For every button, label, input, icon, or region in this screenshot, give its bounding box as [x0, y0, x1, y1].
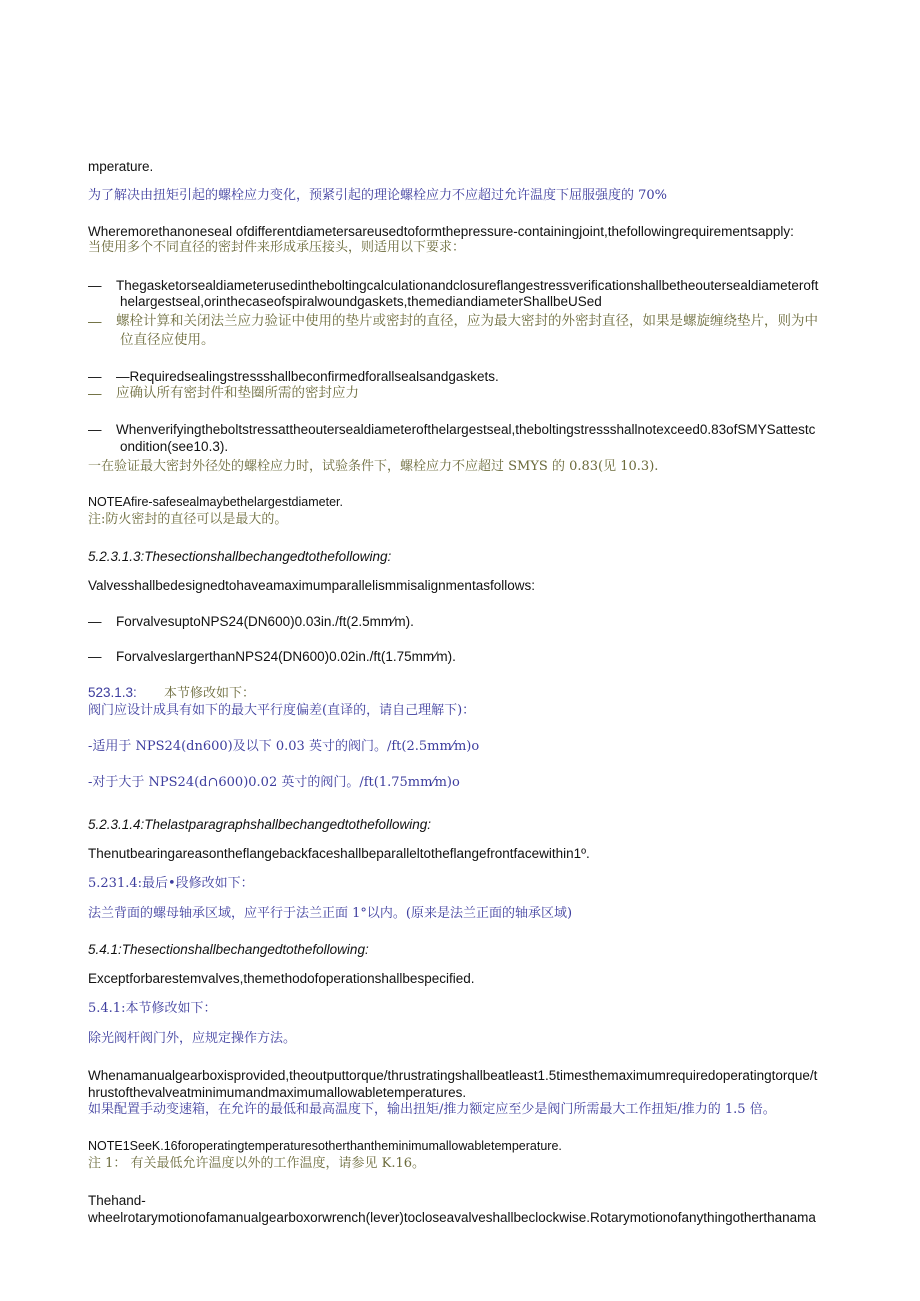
- text-line: Exceptforbarestemvalves,themethodofoperationshallbespecified.: [88, 971, 475, 986]
- text-line: 除光阀杆阀门外，应规定操作方法。: [88, 1031, 297, 1046]
- text-line: Whenamanualgearboxisprovided,theoutputtorque/thrustratingshallbeatleast1.5timesthemaximumrequiredoperatingtorque/t: [88, 1068, 818, 1083]
- bullet-dash: —: [88, 314, 102, 329]
- text-line: Thenutbearingareasontheflangebackfaceshallbeparalleltotheflangefrontfacewithin1º.: [88, 846, 590, 861]
- text-line: 一在验证最大密封外径处的螺栓应力时，试验条件下，螺栓应力不应超过 SMYS 的 0.83(见 10.3).: [88, 459, 659, 474]
- bullet-dash: —: [88, 422, 102, 437]
- text-line: 应确认所有密封件和垫圈所需的密封应力: [116, 385, 359, 401]
- text-line: 如果配置手动变速箱，在允许的最低和最高温度下，输出扭矩/推力额定应至少是阀门所需最大工作扭矩/推力的 1.5 倍。: [88, 1102, 776, 1117]
- text-line: -适用于 NPS24(dn600)及以下 0.03 英寸的阀门。/ft(2.5mm⁄m)o: [88, 739, 480, 754]
- note-line: NOTE1SeeK.16foroperatingtemperaturesotherthantheminimumallowabletemperature.: [88, 1139, 562, 1153]
- text-line: Valvesshallbedesignedtohaveamaximumparallelismmisalignmentasfollows:: [88, 578, 535, 593]
- text-line: hrustofthevalveatminimumandmaximumallowabletemperatures.: [88, 1085, 467, 1100]
- note-line: 注:防火密封的直径可以是最大的。: [88, 512, 288, 527]
- note-line: NOTEAfire-safesealmaybethelargestdiameter.: [88, 495, 343, 509]
- section-number: 523.1.3:: [88, 685, 137, 700]
- bullet-dash: —: [88, 614, 102, 629]
- text-line: 螺栓计算和关闭法兰应力验证中使用的垫片或密封的直径，应为最大密封的外密封直径，如果是螺旋缠绕垫片，则为中: [116, 313, 818, 329]
- bullet-dash: —: [88, 649, 102, 664]
- text-line: helargestseal,orinthecaseofspiralwoundgaskets,themediandiameterShallbeUSed: [120, 294, 602, 309]
- section-heading: 5.2.3.1.3:Thesectionshallbechangedtothefollowing:: [88, 549, 392, 564]
- text-line: mperature.: [88, 159, 154, 174]
- section-heading-cn: 5.4.1:本节修改如下：: [88, 1001, 217, 1016]
- section-heading: 5.4.1:Thesectionshallbechangedtothefollowing:: [88, 942, 369, 957]
- text-line: ondition(see10.3).: [120, 439, 229, 454]
- text-line: —Requiredsealingstressshallbeconfirmedforallsealsandgaskets.: [116, 369, 499, 384]
- text-line: 为了解决由扭矩引起的螺栓应力变化，预紧引起的理论螺栓应力不应超过允许温度下屈服强度的 70%: [88, 188, 668, 203]
- text-line: 法兰背面的螺母轴承区域，应平行于法兰正面 1°以内。(原来是法兰正面的轴承区域): [88, 906, 573, 921]
- bullet-dash: —: [88, 386, 102, 401]
- text-line: ForvalveslargerthanNPS24(DN600)0.02in./ft(1.75mm⁄m).: [116, 649, 456, 664]
- text-line: Whenverifyingtheboltstressattheoutersealdiameterofthelargestseal,theboltingstressshallnotexceed0.83ofSMYSattestc: [116, 422, 816, 437]
- text-line: Wheremorethanoneseal ofdifferentdiametersareusedtoformthepressure-containingjoint,thefollowingrequirementsapply:: [88, 224, 794, 239]
- section-title: 本节修改如下：: [164, 686, 256, 701]
- bullet-dash: —: [88, 278, 102, 293]
- bullet-dash: —: [88, 369, 102, 384]
- text-line: Thegasketorsealdiameterusedintheboltingcalculationandclosureflangestressverificationshallbetheoutersealdiameteroft: [116, 278, 819, 293]
- section-heading-cn: [88, 684, 255, 702]
- text-line: ForvalvesuptoNPS24(DN600)0.03in./ft(2.5mm⁄m).: [116, 614, 414, 629]
- text-line: 阀门应设计成具有如下的最大平行度偏差(直译的，请自己理解下)：: [88, 703, 476, 718]
- section-heading: 5.2.3.1.4:Thelastparagraphshallbechangedtothefollowing:: [88, 817, 431, 832]
- text-line: wheelrotarymotionofamanualgearboxorwrench(lever)tocloseavalveshallbeclockwise.Rotarymotionofanythingotherthanama: [88, 1210, 816, 1225]
- text-line: Thehand-: [88, 1193, 146, 1208]
- text-line: 位直径应使用。: [120, 332, 215, 348]
- section-heading-cn: 5.231.4:最后•段修改如下：: [88, 876, 254, 891]
- note-line: 注 1： 有关最低允许温度以外的工作温度，请参见 K.16。: [88, 1156, 426, 1171]
- text-line: -对于大于 NPS24(d∩600)0.02 英寸的阀门。/ft(1.75mm⁄m)o: [88, 775, 460, 790]
- text-line: 当使用多个不同直径的密封件来形成承压接头，则适用以下要求：: [88, 240, 466, 255]
